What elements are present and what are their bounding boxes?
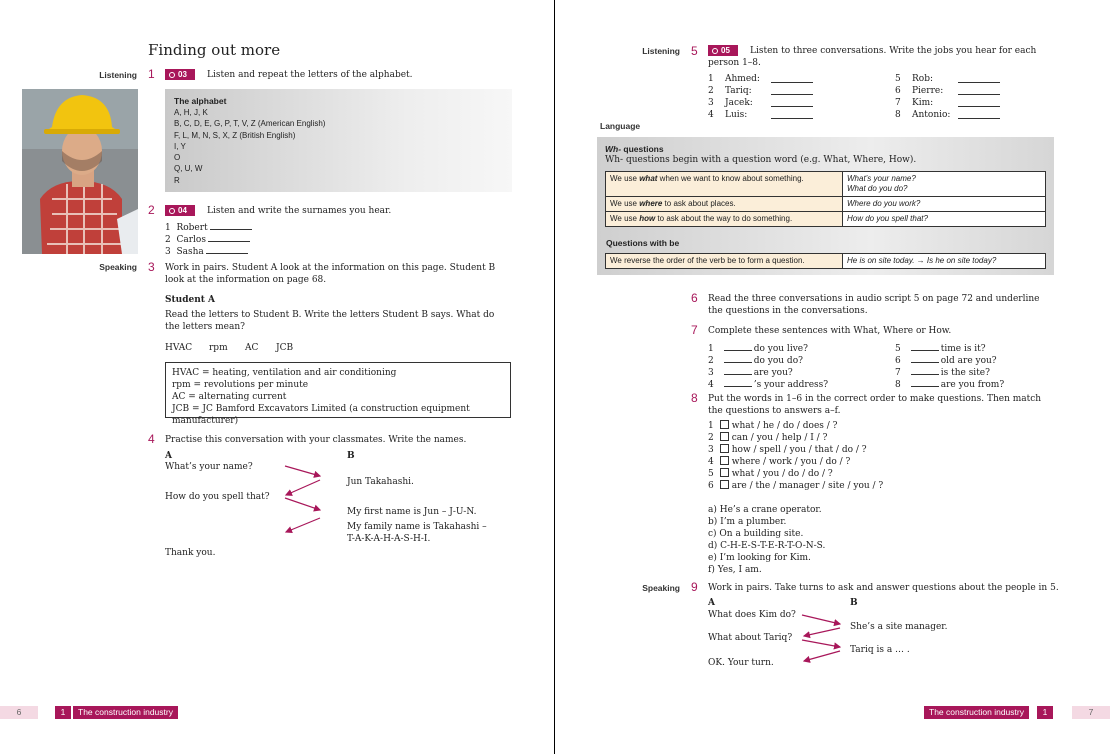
cd-icon [169, 208, 175, 214]
sentence-text: old are you? [940, 356, 997, 366]
word-order-item [708, 444, 867, 456]
answer-blank[interactable] [771, 109, 813, 119]
answer-checkbox[interactable] [720, 420, 729, 429]
column-a-label: A [708, 598, 715, 608]
answer-item: f) Yes, I am. [708, 565, 762, 575]
audio-track-03[interactable] [165, 69, 195, 80]
sentence-item [708, 377, 828, 391]
abbreviations-row [165, 342, 294, 354]
language-tag: Language [600, 121, 641, 131]
wh-table [605, 171, 1046, 227]
answer-item: b) I’m a plumber. [708, 517, 787, 527]
cd-icon [169, 72, 175, 78]
answer-blank[interactable] [208, 232, 250, 242]
exercise-4-instruction: Practise this conversation with your classmates. Write the names. [165, 435, 467, 445]
answer-blank[interactable] [958, 73, 1000, 83]
wh-row-where [606, 197, 1046, 212]
person-item [708, 73, 868, 85]
student-a-heading: Student A [165, 295, 216, 305]
exercise-9-number: 9 [691, 580, 698, 594]
person-name: Kim: [912, 98, 934, 108]
answer-blank[interactable] [911, 353, 939, 363]
sentence-text: time is it? [940, 344, 986, 354]
unit-number: 1 [1037, 706, 1053, 719]
exercise-3-number: 3 [148, 260, 155, 274]
answer-blank[interactable] [771, 73, 813, 83]
item-number: 2 [708, 356, 714, 366]
column-b-label: B [850, 598, 858, 608]
abbreviation: rpm [209, 343, 228, 353]
speaker-a-line: What about Tariq? [708, 633, 793, 643]
speaking-tag: Speaking [642, 583, 680, 593]
alphabet-line: F, L, M, N, S, X, Z (British English) [174, 130, 296, 140]
student-a-text: Read the letters to Student B. Write the letters Student B says. What do the letters mean? [165, 310, 495, 332]
rule-cell: We reverse the order of the verb be to form a question. [606, 254, 843, 269]
speaking-tag: Speaking [99, 262, 137, 272]
answer-blank[interactable] [206, 244, 248, 254]
alphabet-box [165, 89, 512, 192]
exercise-5-instruction: Listen to three conversations. Write the jobs you hear for each person 1–8. [708, 46, 1037, 68]
speaker-a-line: How do you spell that? [165, 492, 270, 502]
exercise-2-number: 2 [148, 203, 155, 217]
right-page [555, 0, 1110, 754]
word-order-text: how / spell / you / that / do / ? [731, 445, 867, 455]
answer-blank[interactable] [210, 220, 252, 230]
exercise-7-number: 7 [691, 323, 698, 337]
exercise-8-instruction: Put the words in 1–6 in the correct order to make questions. Then match the questions to answers a–f. [708, 394, 1042, 416]
unit-number: 1 [55, 706, 71, 719]
column-a-label: A [165, 451, 172, 461]
example-cell: He is on site today. → Is he on site today? [843, 254, 1046, 269]
exercise-7-instruction: Complete these sentences with What, Where or How. [708, 326, 952, 336]
rule-cell: We use where to ask about places. [606, 197, 843, 212]
column-b-label: B [347, 451, 355, 461]
sentence-text: ’s your address? [753, 380, 829, 390]
item-number: 8 [895, 380, 901, 390]
rule-cell: We use how to ask about the way to do something. [606, 212, 843, 227]
item-number: 6 [708, 481, 714, 491]
person-item [708, 109, 868, 121]
person-item [708, 85, 868, 97]
sentence-text: are you from? [940, 380, 1005, 390]
answer-item: d) C-H-E-S-T-E-R-T-O-N-S. [708, 541, 826, 551]
alphabet-lines [174, 107, 325, 186]
definition: HVAC = heating, ventilation and air conditioning [172, 368, 397, 378]
alphabet-line: B, C, D, E, G, P, T, V, Z (American English) [174, 119, 326, 129]
word-order-text: what / he / do / does / ? [731, 421, 838, 431]
person-name: Jacek: [725, 98, 753, 108]
sentence-text: do you live? [753, 344, 808, 354]
answer-blank[interactable] [958, 85, 1000, 95]
person-name: Pierre: [912, 86, 944, 96]
example-cell: What’s your name? What do you do? [843, 172, 1046, 197]
alphabet-line: A, H, J, K [174, 108, 208, 117]
item-number: 3 [708, 98, 714, 108]
word-order-text: where / work / you / do / ? [731, 457, 851, 467]
sentence-item [895, 377, 1004, 391]
wh-intro: Wh- questions begin with a question word (e.g. What, Where, How). [605, 155, 917, 165]
conversation-arrows [798, 611, 848, 666]
item-number: 5 [895, 74, 901, 84]
item-number: 7 [895, 368, 901, 378]
speaker-a-line: What’s your name? [165, 462, 253, 472]
chapter-title: The construction industry [924, 706, 1029, 719]
be-table [605, 253, 1046, 269]
word-order-item [708, 480, 883, 492]
answer-blank[interactable] [911, 377, 939, 387]
alphabet-line: O [174, 153, 181, 163]
person-item [895, 97, 1055, 109]
answer-checkbox[interactable] [720, 480, 729, 489]
item-number: 5 [895, 344, 901, 354]
item-number: 6 [895, 356, 901, 366]
item-number: 5 [708, 469, 714, 479]
surname-item: 1 Robert [165, 220, 252, 234]
definition: JCB = JC Bamford Excavators Limited (a construction equipment manufacturer) [172, 404, 470, 426]
word-order-item [708, 468, 833, 480]
answer-blank[interactable] [911, 365, 939, 375]
answer-blank[interactable] [771, 85, 813, 95]
person-item [895, 109, 1055, 121]
answer-item: a) He’s a crane operator. [708, 505, 822, 515]
wh-questions-heading: Wh- questions [605, 144, 664, 154]
audio-track-04[interactable] [165, 205, 195, 216]
person-name: Luis: [725, 110, 748, 120]
definition: AC = alternating current [172, 392, 287, 402]
definition: rpm = revolutions per minute [172, 380, 309, 390]
person-name: Antonio: [912, 110, 951, 120]
item-number: 7 [895, 98, 901, 108]
track-number: 03 [178, 70, 187, 79]
word-order-item [708, 456, 850, 468]
person-item [895, 73, 1055, 85]
conversation-arrows [280, 462, 330, 537]
rule-cell: We use what when we want to know about something. [606, 172, 843, 197]
listening-tag: Listening [99, 70, 137, 80]
section-title: Finding out more [148, 41, 281, 59]
exercise-2-instruction: Listen and write the surnames you hear. [207, 206, 392, 216]
sentence-text: is the site? [940, 368, 990, 378]
answer-blank[interactable] [958, 97, 1000, 107]
word-order-item [708, 420, 837, 432]
abbreviation: HVAC [165, 343, 193, 353]
answer-checkbox[interactable] [720, 456, 729, 465]
word-order-text: are / the / manager / site / you / ? [731, 481, 884, 491]
person-name: Ahmed: [725, 74, 760, 84]
person-name: Tariq: [725, 86, 752, 96]
exercise-9-instruction: Work in pairs. Take turns to ask and answer questions about the people in 5. [708, 583, 1059, 593]
word-order-item [708, 432, 827, 444]
item-number: 4 [708, 457, 714, 467]
item-number: 1 [708, 344, 714, 354]
surname-item: 3 Sasha [165, 244, 248, 258]
answer-blank[interactable] [724, 353, 752, 363]
sentence-text: do you do? [753, 356, 803, 366]
alphabet-line: I, Y [174, 141, 186, 151]
page-number: 7 [1072, 706, 1110, 719]
item-number: 2 [708, 86, 714, 96]
speaker-b-line: My family name is Takahashi – [347, 522, 487, 532]
track-number: 05 [721, 46, 730, 55]
listening-tag: Listening [642, 46, 680, 56]
exercise-6-number: 6 [691, 291, 698, 305]
person-item [895, 85, 1055, 97]
item-number: 4 [708, 110, 714, 120]
item-number: 1 [708, 74, 714, 84]
item-number: 8 [895, 110, 901, 120]
sentence-text: are you? [753, 368, 793, 378]
answer-checkbox[interactable] [720, 444, 729, 453]
answer-checkbox[interactable] [720, 468, 729, 477]
speaker-a-line: Thank you. [165, 548, 216, 558]
answer-item: c) On a building site. [708, 529, 804, 539]
wh-row-how [606, 212, 1046, 227]
answer-blank[interactable] [958, 109, 1000, 119]
abbreviation: AC [245, 343, 259, 353]
be-questions-heading: Questions with be [606, 238, 680, 248]
speaker-a-line: What does Kim do? [708, 610, 796, 620]
alphabet-line: R [174, 175, 180, 185]
item-number: 1 [708, 421, 714, 431]
wh-row-what [606, 172, 1046, 197]
construction-worker-photo [22, 89, 138, 254]
chapter-title: The construction industry [73, 706, 178, 719]
answer-blank[interactable] [771, 97, 813, 107]
speaker-b-line: She’s a site manager. [850, 622, 948, 632]
answer-blank[interactable] [724, 365, 752, 375]
abbreviation: JCB [276, 343, 294, 353]
answer-blank[interactable] [724, 377, 752, 387]
speaker-b-line: T-A-K-A-H-A-S-H-I. [347, 534, 431, 544]
word-order-text: what / you / do / do / ? [731, 469, 833, 479]
item-number: 2 [708, 433, 714, 443]
track-number: 04 [178, 206, 187, 215]
item-number: 4 [708, 380, 714, 390]
speaker-b-line: Tariq is a … . [850, 645, 910, 655]
alphabet-heading: The alphabet [174, 96, 227, 106]
answer-checkbox[interactable] [720, 432, 729, 441]
answer-item: e) I’m looking for Kim. [708, 553, 811, 563]
alphabet-line: Q, U, W [174, 164, 203, 174]
exercise-4-number: 4 [148, 432, 155, 446]
exercise-1-instruction: Listen and repeat the letters of the alphabet. [207, 70, 413, 80]
item-number: 3 [708, 445, 714, 455]
example-cell: How do you spell that? [843, 212, 1046, 227]
item-number: 6 [895, 86, 901, 96]
speaker-a-line: OK. Your turn. [708, 658, 774, 668]
person-item [708, 97, 868, 109]
exercise-3-instruction: Work in pairs. Student A look at the information on this page. Student B look at the information on page 68. [165, 263, 496, 285]
answer-blank[interactable] [724, 341, 752, 351]
example-cell: Where do you work? [843, 197, 1046, 212]
person-name: Rob: [912, 74, 933, 84]
exercise-8-number: 8 [691, 391, 698, 405]
speaker-b-line: My first name is Jun – J-U-N. [347, 507, 477, 517]
exercise-5-number: 5 [691, 44, 698, 58]
page-number: 6 [0, 706, 38, 719]
definitions-box [165, 362, 511, 426]
item-number: 3 [708, 368, 714, 378]
exercise-6-instruction: Read the three conversations in audio script 5 on page 72 and underline the questions in the conversations. [708, 294, 1040, 316]
surname-item: 2 Carlos [165, 232, 250, 246]
answer-blank[interactable] [911, 341, 939, 351]
speaker-b-line: Jun Takahashi. [347, 477, 414, 487]
word-order-text: can / you / help / I / ? [731, 433, 828, 443]
exercise-1-number: 1 [148, 67, 155, 81]
